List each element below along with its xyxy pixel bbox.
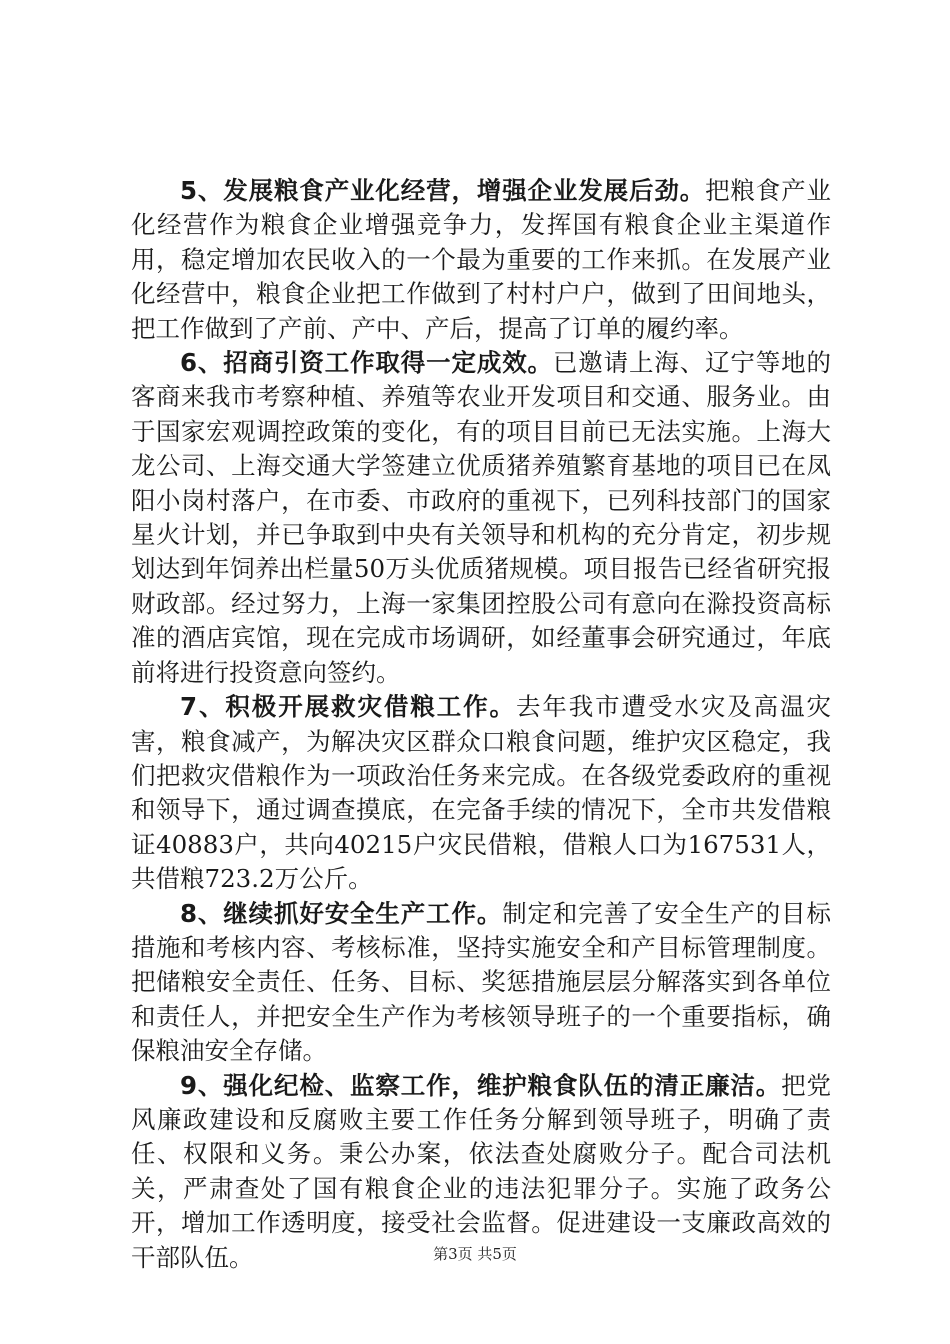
paragraph-8 xyxy=(131,897,831,1069)
paragraph-text: 把粮食产业化经营作为粮食企业增强竞争力，发挥国有粮食企业主渠道作用，稳定增加农民收入的一个最为重要的工作来抓。在发展产业化经营中，粮食企业把工作做到了村村户户，做到了田间地头，把工作做到了产前、产中、产后，提高了订单的履约率。 xyxy=(131,176,832,343)
paragraph-6 xyxy=(131,346,831,690)
paragraph-heading: 8、继续抓好安全生产工作。 xyxy=(180,898,503,928)
paragraph-heading: 6、招商引资工作取得一定成效。 xyxy=(180,348,553,378)
paragraph-7 xyxy=(131,690,831,896)
document-body xyxy=(131,174,831,1275)
paragraph-heading: 5、发展粮食产业化经营，增强企业发展后劲。 xyxy=(180,176,706,205)
paragraph-heading: 9、强化纪检、监察工作，维护粮食队伍的清正廉洁。 xyxy=(180,1070,782,1100)
page-footer: 第3页 共5页 xyxy=(433,1245,517,1263)
paragraph-text: 已邀请上海、辽宁等地的客商来我市考察种植、养殖等农业开发项目和交通、服务业。由于国家宏观调控政策的变化，有的项目目前已无法实施。上海大龙公司、上海交通大学签建立优质猪养殖繁育基地的项目已在凤阳小岗村落户，在市委、市政府的重视下，已列科技部门的国家星火计划，并已争取到中央有关领导和机构的充分肯定，初步规划达到年饲养出栏量50万头优质猪规模。项目报告已经省研究报财政部。经过努力，上海一家集团控股公司有意向在滁投资高标准的酒店宾馆，现在完成市场调研，如经董事会研究通过，年底前将进行投资意向签约。 xyxy=(131,348,832,687)
paragraph-text: 去年我市遭受水灾及高温灾害，粮食减产，为解决灾区群众口粮食问题，维护灾区稳定，我们把救灾借粮作为一项政治任务来完成。在各级党委政府的重视和领导下，通过调查摸底，在完备手续的情况下，全市共发借粮证40883户，共向40215户灾民借粮，借粮人口为167531人，共借粮723.2万公斤。 xyxy=(131,692,831,894)
paragraph-5 xyxy=(131,174,831,346)
paragraph-text: 把党风廉政建设和反腐败主要工作任务分解到领导班子，明确了责任、权限和义务。秉公办案，依法查处腐败分子。配合司法机关，严肃查处了国有粮食企业的违法犯罪分子。实施了政务公开，增加工作透明度，接受社会监督。促进建设一支廉政高效的干部队伍。 xyxy=(131,1070,831,1272)
paragraph-heading: 7、积极开展救灾借粮工作。 xyxy=(180,692,516,722)
paragraph-text: 制定和完善了安全生产的目标措施和考核内容、考核标准，坚持实施安全和产目标管理制度。把储粮安全责任、任务、目标、奖惩措施层层分解落实到各单位和责任人，并把安全生产作为考核领导班子的一个重要指标，确保粮油安全存储。 xyxy=(131,898,831,1066)
